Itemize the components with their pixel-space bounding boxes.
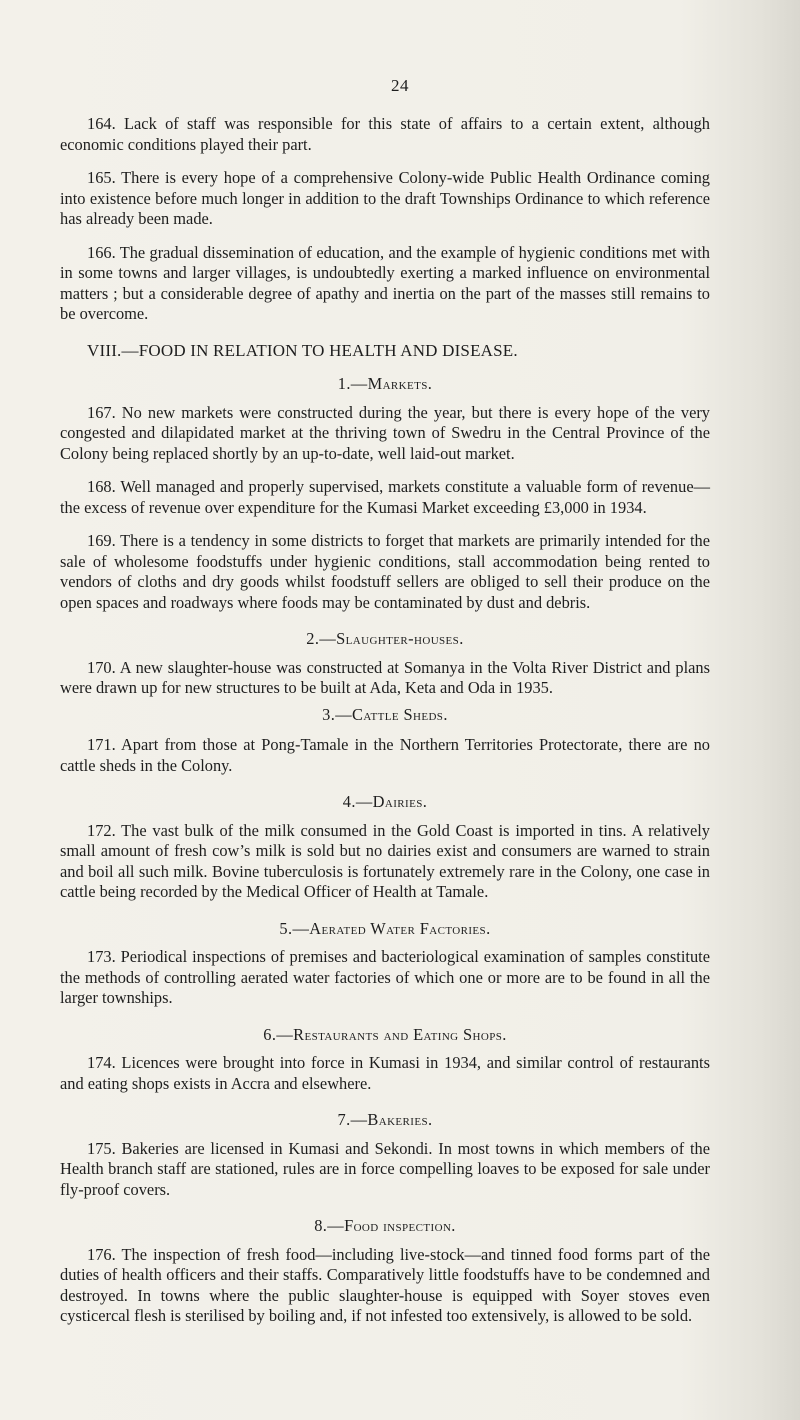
paragraph-175: 175. Bakeries are licensed in Kumasi and Sekondi. In most towns in which members of the Health branch staff are stationed, rules are in force compelling loaves to be exposed for sale under fly-proof covers. bbox=[60, 1138, 710, 1199]
section-heading-cattle-sheds bbox=[60, 705, 710, 726]
paragraph-171: 171. Apart from those at Pong-Tamale in the Northern Territories Protectorate, there are no cattle sheds in the Colony. bbox=[60, 735, 710, 775]
section-heading-bakeries-text: 7.—Bakeries. bbox=[337, 1110, 433, 1129]
paragraph-176: 176. The inspection of fresh food—including live-stock—and tinned food forms part of the duties of health officers and their staffs. Comparatively little foodstuffs have to be condemned and destroyed. In towns where the public slaughter-house is equipped with Soyer stoves even cysticercal flesh is sterilised by boiling and, if not infested too extensively, is allowed to be sold. bbox=[60, 1244, 710, 1325]
section-heading-food-inspection-text: 8.—Food inspection. bbox=[314, 1216, 456, 1235]
section-heading-restaurants bbox=[60, 1025, 710, 1046]
paragraph-166: 166. The gradual dissemination of education, and the example of hygienic conditions met with in some towns and larger villages, is undoubtedly exerting a marked influence on environmental matters ; but a considerable degree of apathy and inertia on the part of the masses still remains to be overcome. bbox=[60, 242, 710, 323]
section-heading-markets-text: 1.—Markets. bbox=[337, 374, 433, 393]
section-heading-slaughter-houses-text: 2.—Slaughter-houses. bbox=[306, 629, 464, 648]
section-heading-restaurants-text: 6.—Restaurants and Eating Shops. bbox=[263, 1024, 507, 1044]
paragraph-169: 169. There is a tendency in some districts to forget that markets are primarily intended for the sale of wholesome foodstuffs under hygienic conditions, stall accommodation being rented to vendors of cloths and dry goods whilst foodstuff sellers are obliged to sell their produce on the open spaces and roadways where foods may be contaminated by dust and debris. bbox=[60, 531, 710, 612]
section-heading-food-inspection bbox=[60, 1216, 710, 1237]
section-heading-aerated-water bbox=[60, 919, 710, 940]
page-content bbox=[60, 114, 710, 1327]
chapter-heading: VIII.—FOOD IN RELATION TO HEALTH AND DISEASE. bbox=[87, 340, 518, 360]
section-heading-markets bbox=[60, 374, 710, 395]
paragraph-170: 170. A new slaughter-house was constructed at Somanya in the Volta River District and plans were drawn up for new structures to be built at Ada, Keta and Oda in 1935. bbox=[60, 657, 710, 697]
section-heading-bakeries bbox=[60, 1110, 710, 1131]
paragraph-173: 173. Periodical inspections of premises and bacteriological examination of samples constitute the methods of controlling aerated water factories of which one or more are to be found in all the larger townships. bbox=[60, 947, 710, 1007]
section-heading-aerated-water-text: 5.—Aerated Water Factories. bbox=[279, 918, 491, 938]
section-heading-dairies-text: 4.—Dairies. bbox=[342, 792, 428, 811]
section-heading-dairies bbox=[60, 792, 710, 813]
section-heading-cattle-sheds-text: 3.—Cattle Sheds. bbox=[322, 704, 448, 724]
paragraph-172: 172. The vast bulk of the milk consumed in the Gold Coast is imported in tins. A relatively small amount of fresh cow’s milk is sold but no dairies exist and consumers are warned to strain and boil all such milk. Bovine tuberculosis is fortunately extremely rare in the Colony, one case in cattle being recorded by the Medical Officer of Health at Tamale. bbox=[60, 820, 710, 901]
page-number: 24 bbox=[391, 76, 409, 95]
section-heading-slaughter-houses bbox=[60, 629, 710, 650]
paragraph-174: 174. Licences were brought into force in Kumasi in 1934, and similar control of restaurants and eating shops exists in Accra and elsewhere. bbox=[60, 1053, 710, 1093]
paragraph-165: 165. There is every hope of a comprehensive Colony-wide Public Health Ordinance coming into existence before much longer in addition to the draft Townships Ordinance to which reference has already been made. bbox=[60, 168, 710, 228]
paragraph-164: 164. Lack of staff was responsible for this state of affairs to a certain extent, although economic conditions played their part. bbox=[60, 114, 710, 154]
paragraph-168: 168. Well managed and properly supervised, markets constitute a valuable form of revenue—the excess of revenue over expenditure for the Kumasi Market exceeding £3,000 in 1934. bbox=[60, 477, 710, 517]
paragraph-167: 167. No new markets were constructed during the year, but there is every hope of the very congested and dilapidated market at the thriving town of Swedru in the Central Province of the Colony being replaced shortly by an up-to-date, well laid-out market. bbox=[60, 402, 710, 463]
